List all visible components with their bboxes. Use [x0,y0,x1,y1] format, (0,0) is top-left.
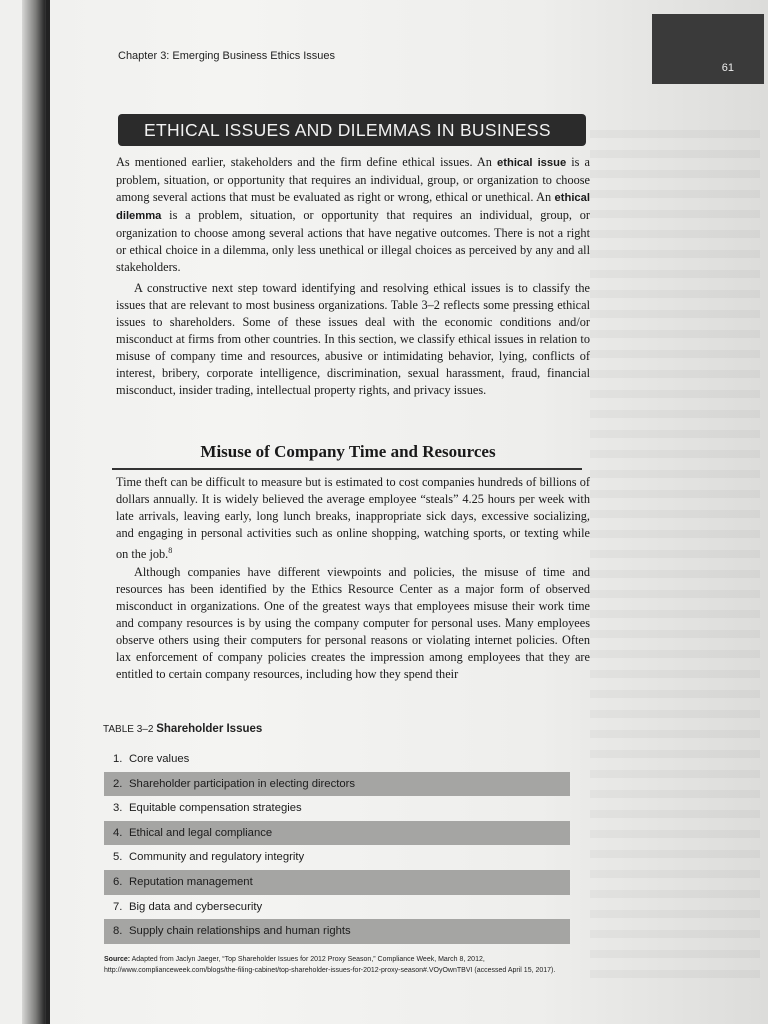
table-row-text: Supply chain relationships and human rights [129,925,351,938]
running-head: Chapter 3: Emerging Business Ethics Issues [118,50,336,62]
shareholder-issues-table [104,747,570,944]
table-row [104,919,570,944]
subsection-title: Misuse of Company Time and Resources [200,442,496,461]
spine-edge [46,0,50,1024]
table-row-text: Shareholder participation in electing directors [129,777,356,790]
table-row-number: 8. [113,925,123,938]
table-row-text: Ethical and legal compliance [129,826,273,839]
intro-paragraph-1: As mentioned earlier, stakeholders and the firm define ethical issues. An ethical issue is a problem, situation, or opportunity that requires an individual, group, or organization to choose among several actions that must be evaluated as right or wrong, ethical or unethical. An ethical dilemma is a problem, situation, or opportunity that requires an individual, group, or organization to choose among several actions that have negative outcomes. There is not a right or ethical choice in a dilemma, only less unethical or illegal choices as perceived by any and all stakeholders. [116,155,590,274]
table-row-text: Community and regulatory integrity [129,851,305,864]
subsection-rule [112,468,582,470]
term-ethical-dilemma: ethical dilemma [116,192,590,222]
intro-paragraph-2: A constructive next step toward identifying and resolving ethical issues is to classify the issues that are relevant to most business organizations. Table 3–2 reflects some pressing ethical issues to shareholders. Some of these issues deal with the economic conditions and/or misconduct at firms from other countries. In this section, we classify ethical issues in relation to misuse of company time and resources, abusive or intimidating behavior, lying, conflicts of interest, bribery, corporate intelligence, discrimination, sexual harassment, fraud, financial misconduct, insider trading, intellectual property rights, and privacy issues. [116,281,590,397]
table-row-number: 7. [113,900,123,913]
source-text: Adapted from Jaclyn Jaeger, “Top Shareholder Issues for 2012 Proxy Season,” Compliance Week, March 8, 2012, http://www.complianceweek.com/blogs/the-filing-cabinet/top-shareholder-issues-for-2012-proxy-season#.VOyOwnTBVI (accessed April 15, 2017). [104,956,556,974]
table-row [104,870,570,895]
table-row-number: 5. [113,851,123,864]
table-row-number: 2. [113,777,123,790]
misuse-paragraph-2: Although companies have different viewpoints and policies, the misuse of time and resources has been identified by the Ethics Resource Center as a major form of observed misconduct in organizations. One of the greatest ways that employees misuse their work time and company resources is by using the company computer for personal uses. Many employees observe others using their computers for personal reasons or violating internet policies. Often lax enforcement of company policies creates the impression among employees that they are entitled to certain company resources, including how they spend their [116,565,590,681]
table-row-number: 4. [113,826,123,839]
table-row-number: 6. [113,875,123,888]
table-row [104,845,570,870]
page-number-tab [652,14,764,84]
table-row-number: 1. [113,753,123,765]
table-row [104,796,570,821]
page-number: 61 [721,62,734,74]
table-title: Shareholder Issues [156,723,263,735]
table-row-text: Reputation management [129,875,253,888]
table-label: TABLE 3–2 [103,724,154,735]
table-row-number: 3. [113,802,123,815]
table-row-text: Equitable compensation strategies [129,802,302,815]
term-ethical-issue: ethical issue [497,157,567,169]
section-title: ETHICAL ISSUES AND DILEMMAS IN BUSINESS [118,114,586,146]
table-row-text: Big data and cybersecurity [129,900,263,913]
table-row [104,747,570,772]
table-row [104,821,570,846]
bleed-through-text [590,130,760,990]
misuse-paragraph-1: Time theft can be difficult to measure but is estimated to cost companies hundreds of billions of dollars annually. It is widely believed the average employee “steals” 4.25 hours per week with late arrivals, leaving early, long lunch breaks, inappropriate sick days, excessive socializing, and engaging in personal activities such as online shopping, watching sports, or texting while on the job.$^8$ [116,475,590,562]
table-caption [103,723,262,735]
table-source [104,954,574,976]
table-row [104,772,570,797]
footnote-marker: 8 [168,546,173,555]
source-label: Source: [104,956,131,963]
table-row [104,895,570,920]
table-row-text: Core values [129,753,190,765]
